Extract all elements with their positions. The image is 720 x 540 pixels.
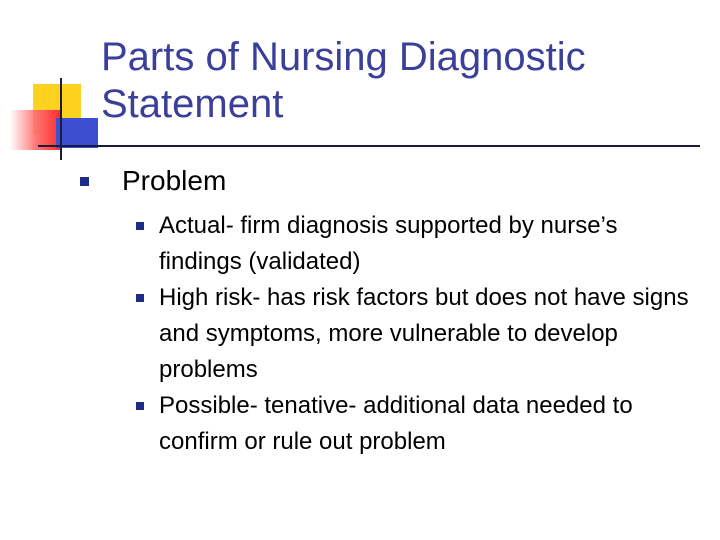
sub-bullet-list — [136, 208, 706, 460]
square-bullet-icon — [136, 402, 144, 410]
sub-bullet-possible — [136, 388, 706, 460]
sub-bullet-high-risk — [136, 280, 706, 388]
decorative-blue-square — [56, 118, 98, 148]
sub-bullet-text: Possible- tenative- additional data needed to confirm or rule out problem — [159, 392, 633, 455]
square-bullet-icon — [80, 177, 89, 186]
sub-bullet-text: High risk- has risk factors but does not have signs and symptoms, more vulnerable to develop problems — [159, 284, 689, 383]
square-bullet-icon — [136, 294, 144, 302]
decorative-vertical-line — [60, 78, 62, 160]
sub-bullet-actual — [136, 208, 706, 280]
decorative-red-bar — [10, 110, 60, 150]
square-bullet-icon — [136, 222, 144, 230]
slide-title: Parts of Nursing Diagnostic Statement — [101, 35, 586, 126]
title-underline — [38, 145, 700, 147]
sub-bullet-text: Actual- firm diagnosis supported by nurse’s findings (validated) — [159, 212, 618, 275]
bullet-problem — [80, 165, 226, 197]
bullet-problem-text: Problem — [122, 165, 227, 196]
